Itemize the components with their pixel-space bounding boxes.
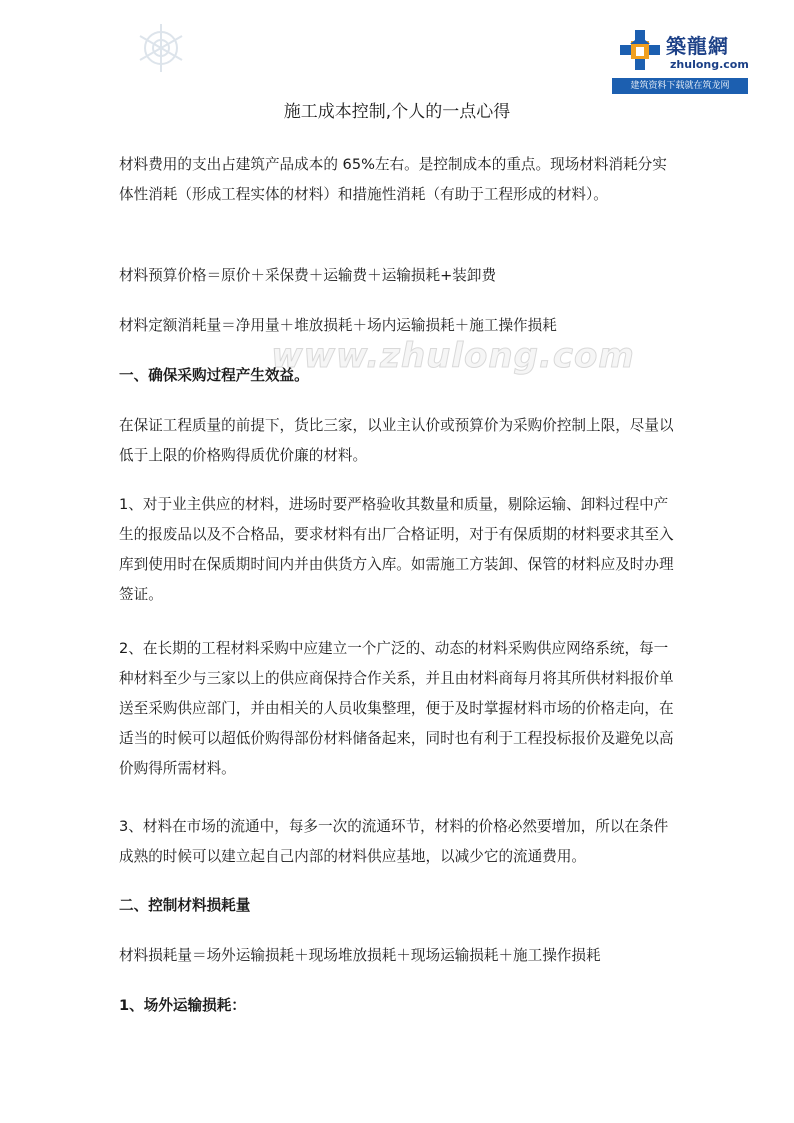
document-title: 施工成本控制,个人的一点心得 [283,102,511,122]
snowflake-icon [133,20,189,76]
paragraph-material-cost-intro: 材料费用的支出占建筑产品成本的 65%左右。是控制成本的重点。现场材料消耗分实体性消耗（形成工程实体的材料）和措施性消耗（有助于工程形成的材料）。 [119,156,667,203]
section-heading-loss-control: 二、控制材料损耗量 [119,897,251,914]
paragraph-item-3-supply-base: 3、材料在市场的流通中，每多一次的流通环节，材料的价格必然要增加，所以在条件成熟的时候可以建立起自己内部的材料供应基地，以减少它的流通费用。 [119,818,669,865]
logo-main [612,22,748,78]
paragraph-item-2-supply-network: 2、在长期的工程材料采购中应建立一个广泛的、动态的材料采购供应网络系统，每一种材料至少与三家以上的供应商保持合作关系，并且由材料商每月将其所供材料报价单送至采购供应部门，并由相关的人员收集整理，便于及时掌握材料市场的价格走向，在适当的时候可以超低价购得部份材料储备起来，同时也有利于工程投标报价及避免以高价购得所需材料。 [119,640,674,777]
paragraph-item-1-owner-supplied: 1、对于业主供应的材料，进场时要严格验收其数量和质量，剔除运输、卸料过程中产生的报废品以及不合格品，要求材料有出厂合格证明，对于有保质期的材料要求其至入库到使用时在保质期时间内并由供货方入库。如需施工方装卸、保管的材料应及时办理签证。 [119,496,674,603]
logo-domain: zhulong.com [670,58,749,71]
paragraph-quota-consumption-formula: 材料定额消耗量＝净用量＋堆放损耗＋场内运输损耗＋施工操作损耗 [119,317,557,334]
section-heading-procurement: 一、确保采购过程产生效益。 [119,367,309,384]
paragraph-budget-price-formula: 材料预算价格＝原价＋采保费＋运输费＋运输损耗+装卸费 [119,267,497,284]
watermark: www.zhulong.com [271,336,635,376]
paragraph-procurement-price-cap: 在保证工程质量的前提下，货比三家，以业主认价或预算价为采购价控制上限，尽量以低于上限的价格购得质优价廉的材料。 [119,417,674,464]
logo-slogan: 建筑资料下载就在筑龙网 [612,78,748,94]
paragraph-loss-formula: 材料损耗量＝场外运输损耗＋现场堆放损耗＋现场运输损耗＋施工操作损耗 [119,947,601,964]
logo-name: 築龍網 [666,34,729,58]
zhulong-logo [612,22,748,94]
blue-cross-house-icon [618,28,662,72]
subheading-offsite-transport-loss: 1、场外运输损耗： [119,997,246,1014]
